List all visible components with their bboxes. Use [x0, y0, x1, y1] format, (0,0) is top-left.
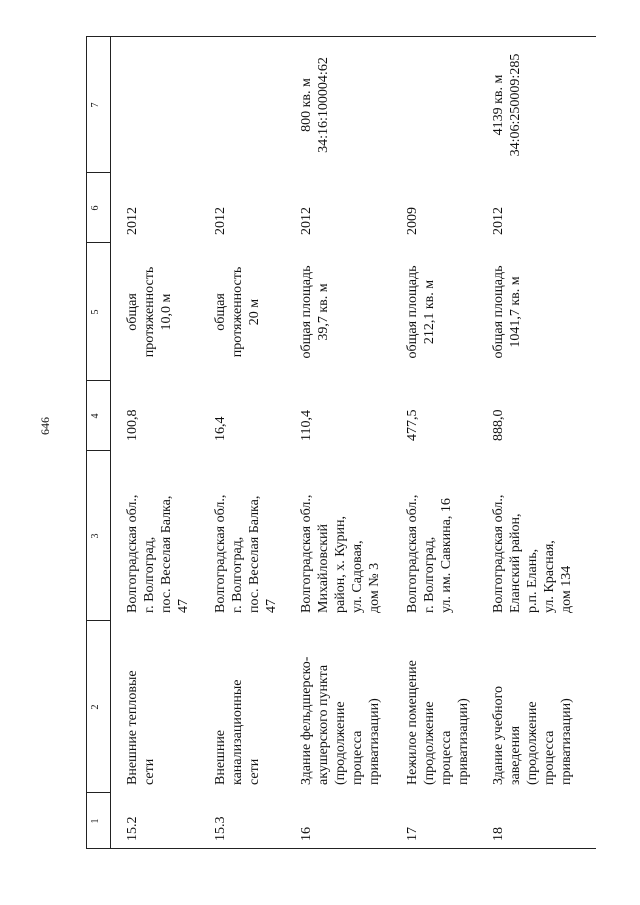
page-number: 646	[38, 417, 52, 435]
cell-size	[404, 245, 438, 379]
cell-address	[212, 453, 280, 613]
cell-num: 15.2	[125, 816, 140, 841]
cell-line: сети	[142, 758, 157, 785]
cell-line: Михайловский	[316, 524, 331, 613]
cell-line: канализационные	[230, 679, 245, 785]
cell-value: 16,4	[213, 416, 228, 441]
cell-line: протяженность	[142, 266, 157, 358]
cell-line: (продолжение	[333, 701, 348, 785]
col-header-4: 4	[90, 413, 101, 419]
cell-line: 1041,7 кв. м	[508, 276, 523, 348]
col-header-6: 6	[90, 205, 101, 211]
cell-name	[212, 625, 263, 785]
cell-value: 110,4	[299, 410, 314, 441]
cell-line: Здание фельдшерско-	[299, 656, 314, 785]
cell-address	[490, 453, 575, 613]
cell-line: акушерского пункта	[316, 664, 331, 785]
cell-line: г. Волгоград,	[422, 536, 437, 613]
cell-address	[298, 453, 383, 613]
cell-line: 39,7 кв. м	[316, 283, 331, 341]
cell-line: протяженность	[230, 266, 245, 358]
cell-line: район, х. Курин,	[333, 516, 348, 613]
cell-line: 212,1 кв. м	[422, 279, 437, 345]
cell-year: 2012	[299, 207, 314, 235]
cell-line: 47	[176, 599, 191, 613]
cell-line: Волгоградская обл.,	[299, 494, 314, 613]
cell-line: г. Волгоград,	[230, 536, 245, 613]
cell-line: дом 134	[559, 565, 574, 613]
cell-line: общая площадь	[405, 265, 420, 359]
cell-line: общая площадь	[491, 265, 506, 359]
cell-line: р.п. Елань,	[525, 548, 540, 613]
cell-line: (продолжение	[525, 701, 540, 785]
cell-line: г. Волгоград,	[142, 536, 157, 613]
cell-line: Волгоградская обл.,	[213, 494, 228, 613]
cell-value: 100,8	[125, 409, 140, 441]
cell-line: приватизации)	[367, 698, 382, 785]
cell-year: 2012	[491, 207, 506, 235]
col-header-1: 1	[90, 818, 101, 824]
cell-line: Внешние	[213, 729, 228, 785]
cell-value: 888,0	[491, 409, 506, 441]
cell-line: ул. Садовая,	[350, 540, 365, 613]
cell-line: общая	[213, 293, 228, 331]
cell-line: 10,0 м	[159, 293, 174, 331]
cell-extra	[490, 39, 524, 171]
col-header-3: 3	[90, 533, 101, 539]
cell-size	[298, 245, 332, 379]
cell-name	[404, 625, 472, 785]
cell-line: 47	[264, 599, 279, 613]
cell-year: 2012	[125, 207, 140, 235]
cell-line: 20 м	[247, 298, 262, 326]
cell-line: процесса	[439, 730, 454, 785]
cell-address	[124, 453, 192, 613]
cell-line: Нежилое помещение	[405, 660, 420, 785]
cell-year: 2012	[213, 207, 228, 235]
cell-value: 477,5	[405, 409, 420, 441]
cell-line: ул. им. Савкина, 16	[439, 498, 454, 613]
cell-line: приватизации)	[559, 698, 574, 785]
cell-line: (продолжение	[422, 701, 437, 785]
cell-num: 17	[405, 827, 420, 841]
cell-line: общая	[125, 293, 140, 331]
cell-extra	[298, 39, 332, 171]
cell-name	[298, 625, 383, 785]
cell-line: сети	[247, 758, 262, 785]
cell-size	[124, 245, 175, 379]
col-header-2: 2	[90, 704, 101, 710]
cell-line: Волгоградская обл.,	[491, 494, 506, 613]
cell-line: заведения	[508, 725, 523, 785]
cell-size	[490, 245, 524, 379]
cell-name	[490, 625, 575, 785]
property-table	[86, 37, 596, 849]
cell-line: ул. Красная,	[542, 540, 557, 613]
cell-line: 4139 кв. м	[491, 74, 506, 136]
cell-line: 800 кв. м	[299, 78, 314, 132]
cell-line: Здание учебного	[491, 686, 506, 785]
cell-num: 18	[491, 827, 506, 841]
cell-line: процесса	[350, 730, 365, 785]
col-header-7: 7	[90, 102, 101, 108]
cell-line: общая площадь	[299, 265, 314, 359]
cell-num: 15.3	[213, 816, 228, 841]
cell-line: пос. Веселая Балка,	[159, 495, 174, 613]
cell-line: Волгоградская обл.,	[125, 494, 140, 613]
cell-line: Внешние тепловые	[125, 670, 140, 785]
cell-num: 16	[299, 827, 314, 841]
col-header-5: 5	[90, 309, 101, 315]
cell-line: пос. Веселая Балка,	[247, 495, 262, 613]
cell-line: Волгоградская обл.,	[405, 494, 420, 613]
cell-line: Еланский район,	[508, 513, 523, 613]
cell-line: дом № 3	[367, 562, 382, 613]
cell-name	[124, 625, 158, 785]
cell-year: 2009	[405, 207, 420, 235]
cell-line: процесса	[542, 730, 557, 785]
cell-line: 34:16:100004:62	[316, 57, 331, 153]
cell-line: 34:06:250009:285	[508, 53, 523, 157]
cell-size	[212, 245, 263, 379]
cell-line: приватизации)	[456, 698, 471, 785]
cell-address	[404, 453, 455, 613]
